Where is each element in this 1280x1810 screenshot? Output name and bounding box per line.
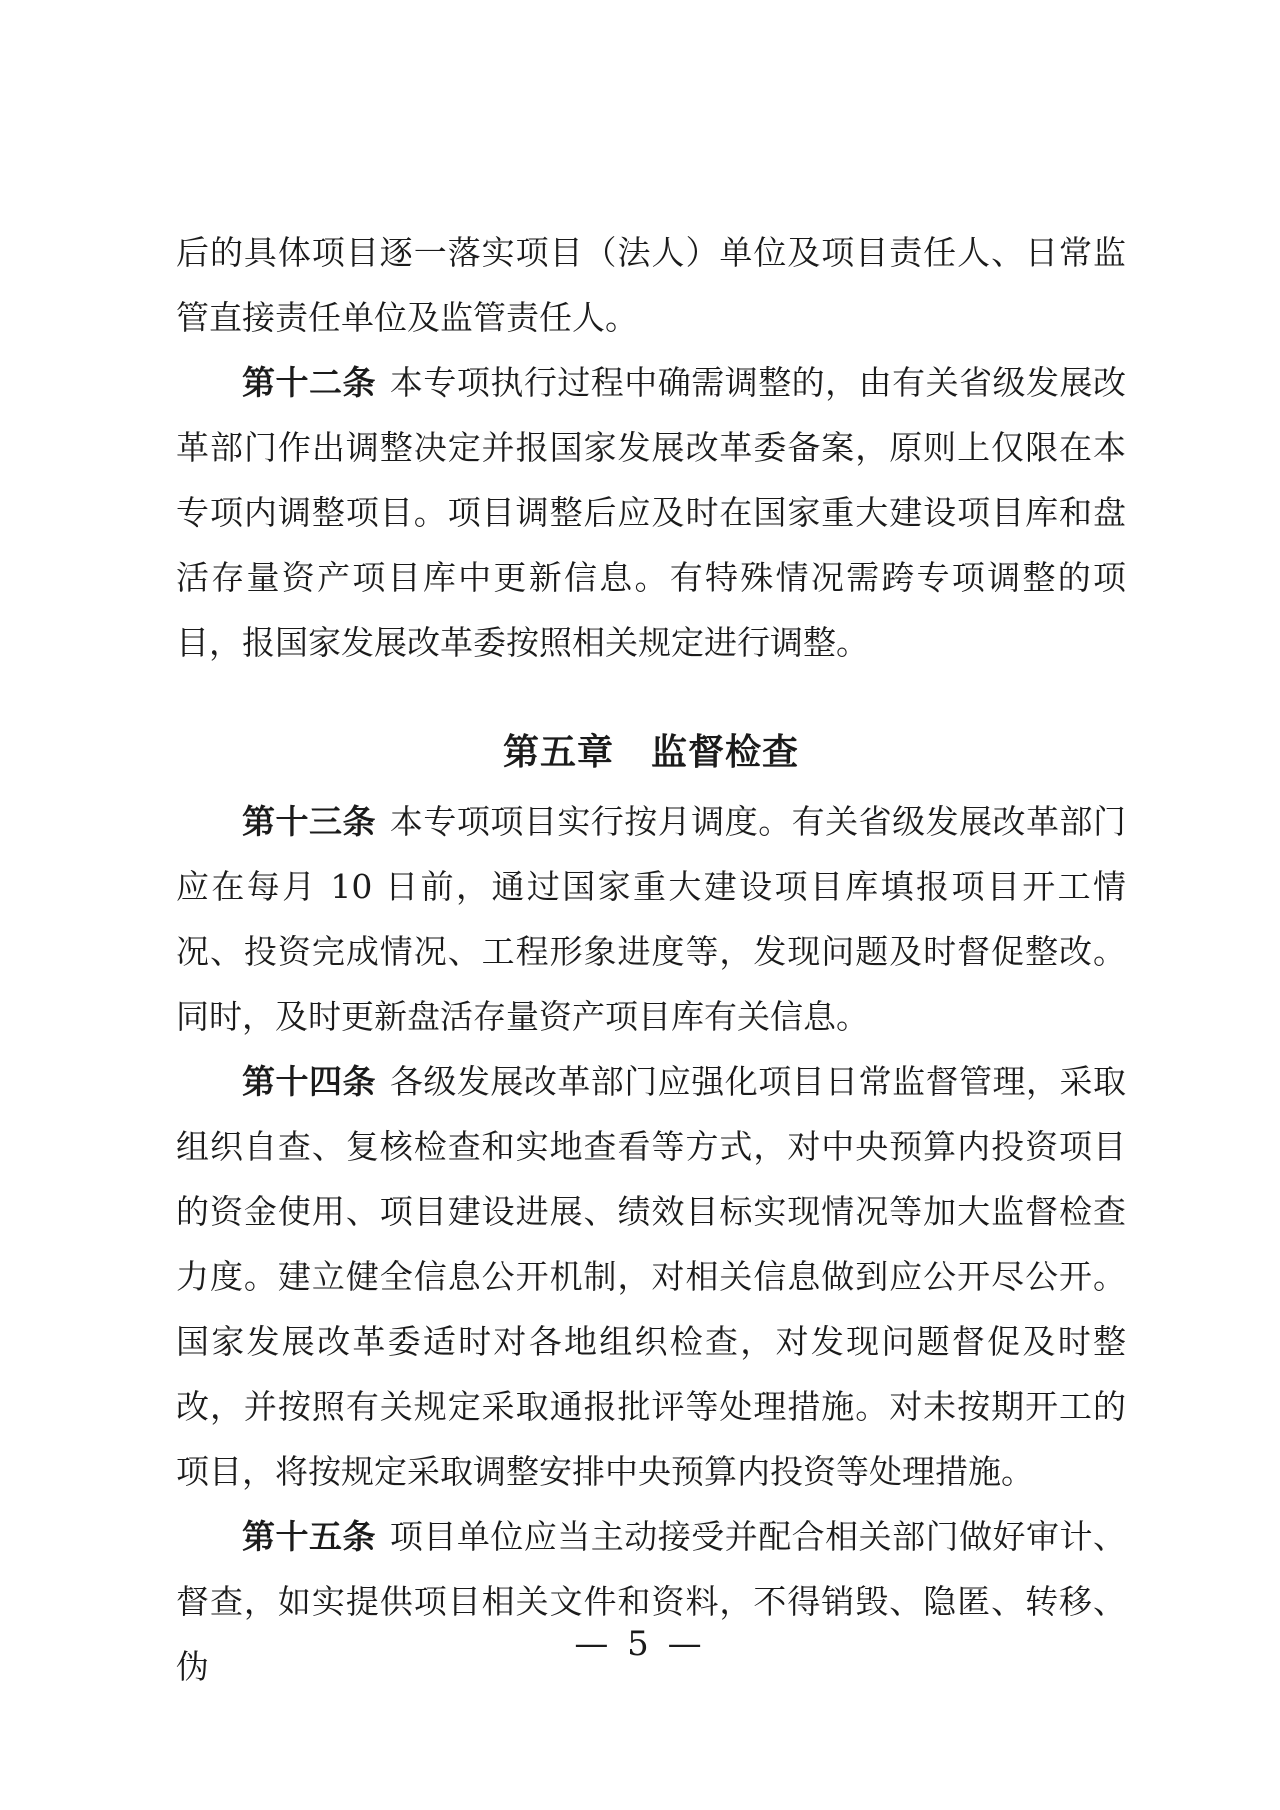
page-number: — 5 — <box>574 1624 706 1664</box>
article-15-term: 第十五条 <box>242 1517 376 1556</box>
article-14-term: 第十四条 <box>242 1062 376 1101</box>
article-14-body: 各级发展改革部门应强化项目日常监督管理，采取组织自查、复核检查和实地查看等方式，对中央预算内投资项目的资金使用、项目建设进展、绩效目标实现情况等加大监督检查力度。建立健全信息公开机制，对相关信息做到应公开尽公开。国家发展改革委适时对各地组织检查，对发现问题督促及时整改，并按照有关规定采取通报批评等处理措施。对未按期开工的项目，将按规定采取调整安排中央预算内投资等处理措施。 <box>176 1062 1127 1491</box>
article-12-body: 本专项执行过程中确需调整的，由有关省级发展改革部门作出调整决定并报国家发展改革委备案，原则上仅限在本专项内调整项目。项目调整后应及时在国家重大建设项目库和盘活存量资产项目库中更新信息。有特殊情况需跨专项调整的项目，报国家发展改革委按照相关规定进行调整。 <box>176 363 1127 662</box>
article-12-paragraph <box>176 350 1126 675</box>
document-page <box>176 220 1126 1699</box>
article-14-paragraph <box>176 1049 1126 1504</box>
article-15-paragraph <box>176 1504 1126 1699</box>
article-12-term: 第十二条 <box>242 363 376 402</box>
article-13-body: 本专项项目实行按月调度。有关省级发展改革部门应在每月 10 日前，通过国家重大建设项目库填报项目开工情况、投资完成情况、工程形象进度等，发现问题及时督促整改。同时，及时更新盘活存量资产项目库有关信息。 <box>176 802 1127 1036</box>
article-15-body: 项目单位应当主动接受并配合相关部门做好审计、督查，如实提供项目相关文件和资料，不得销毁、隐匿、转移、伪 <box>176 1517 1127 1686</box>
paragraph-continuation: 后的具体项目逐一落实项目（法人）单位及项目责任人、日常监管直接责任单位及监管责任人。 <box>176 233 1126 337</box>
article-13-term: 第十三条 <box>242 802 376 841</box>
article-13-paragraph <box>176 789 1126 1049</box>
chapter-5-heading: 第五章 监督检查 <box>502 731 799 773</box>
